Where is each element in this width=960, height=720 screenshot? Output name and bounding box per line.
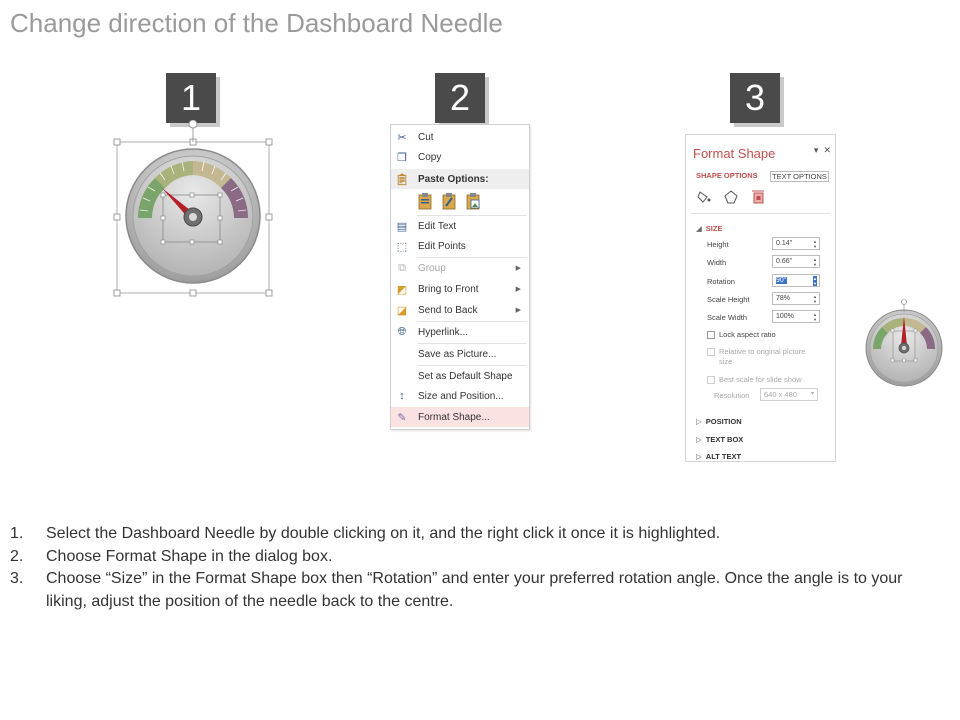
send-back-icon: ◪ xyxy=(396,304,408,317)
menu-item-group[interactable]: ⧉ Group ▶ xyxy=(391,258,529,278)
menu-item-hyperlink[interactable]: 🌐︎ Hyperlink... xyxy=(391,322,529,342)
size-position-icon: ↕ xyxy=(399,390,405,402)
rotation-handle[interactable] xyxy=(189,120,197,128)
paste-destination-theme-icon[interactable] xyxy=(439,191,459,211)
resolution-select[interactable]: 640 x 480 ▾ xyxy=(760,388,818,401)
menu-item-bring-to-front[interactable]: ◩ Bring to Front ▶ xyxy=(396,283,521,296)
section-text-box[interactable]: ▷ TEXT BOX xyxy=(696,435,744,444)
paste-picture-icon[interactable] xyxy=(463,191,483,211)
spinner-icon: ▲ ▼ xyxy=(813,294,817,304)
submenu-arrow-icon: ▶ xyxy=(515,286,521,293)
scissors-icon: ✂ xyxy=(397,131,407,144)
hyperlink-icon: 🌐︎ xyxy=(397,325,407,338)
dashboard-gauge-selected[interactable] xyxy=(110,120,280,300)
menu-item-edit-text[interactable]: ▤ Edit Text xyxy=(396,220,457,233)
lock-aspect-checkbox[interactable]: Lock aspect ratio xyxy=(707,330,776,339)
step-badge-3: 3 xyxy=(730,73,780,123)
scale-width-input[interactable]: 100% ▲ ▼ xyxy=(772,310,820,323)
paste-keep-formatting-icon[interactable] xyxy=(415,191,435,211)
spinner-icon: ▲ ▼ xyxy=(813,239,817,249)
scale-height-input[interactable]: 78% ▲ ▼ xyxy=(772,292,820,305)
instruction-item: 2. Choose Format Shape in the dialog box. xyxy=(10,547,333,565)
size-properties-icon[interactable] xyxy=(750,189,766,205)
menu-item-size-position[interactable]: ↕ Size and Position... xyxy=(391,386,529,406)
relative-original-checkbox[interactable]: Relative to original picture size xyxy=(707,347,819,367)
menu-item-copy[interactable]: ❐ Copy xyxy=(391,147,529,167)
menu-header-paste-options: 📋︎ Paste Options: xyxy=(391,169,529,189)
format-shape-icon: ✎ xyxy=(397,411,407,424)
rotation-row: Rotation 90° ▲ ▼ xyxy=(707,274,823,288)
page-title: Change direction of the Dashboard Needle xyxy=(10,8,503,38)
menu-item-format-shape[interactable]: ✎ Format Shape... xyxy=(391,407,529,427)
bring-front-icon: ◩ xyxy=(396,283,408,296)
scale-height-row: Scale Height 78% ▲ ▼ xyxy=(707,292,823,306)
section-position[interactable]: ▷ POSITION xyxy=(696,417,742,426)
width-input[interactable]: 0.66" ▲ ▼ xyxy=(772,255,820,268)
context-menu xyxy=(390,124,530,430)
spinner-icon: ▲ ▼ xyxy=(813,276,817,286)
copy-icon: ❐ xyxy=(397,151,407,164)
step-badge-1: 1 xyxy=(166,73,216,123)
step-badge-2: 2 xyxy=(435,73,485,123)
spinner-icon: ▲ ▼ xyxy=(813,257,817,267)
scale-width-row: Scale Width 100% ▲ ▼ xyxy=(707,310,823,324)
format-shape-pane xyxy=(685,134,836,462)
rotation-input[interactable]: 90° ▲ ▼ xyxy=(772,274,820,287)
best-scale-checkbox[interactable]: Best scale for slide show xyxy=(707,375,802,384)
submenu-arrow-icon: ▶ xyxy=(515,265,521,272)
menu-item-save-as-picture[interactable]: Save as Picture... xyxy=(418,348,497,360)
format-pane-title: Format Shape xyxy=(693,146,776,161)
width-row: Width 0.66" ▲ ▼ xyxy=(707,255,823,269)
divider xyxy=(691,213,830,214)
submenu-arrow-icon: ▶ xyxy=(515,307,521,314)
instruction-item: 3. Choose “Size” in the Format Shape box then “Rotation” and enter your preferred rotation angle. Once the angle is to your liking, adjust the position of the needle back to the centre. xyxy=(10,570,903,610)
instruction-item: 1. Select the Dashboard Needle by double clicking on it, and the right click it once it is highlighted. xyxy=(10,525,721,542)
effects-icon[interactable] xyxy=(723,189,739,205)
dashboard-gauge-rotated[interactable] xyxy=(860,298,950,393)
tab-text-options[interactable]: TEXT OPTIONS xyxy=(772,172,827,181)
paste-options-row xyxy=(415,191,483,215)
section-size[interactable]: ◢ SIZE xyxy=(696,224,723,233)
menu-item-send-to-back[interactable]: ◪ Send to Back ▶ xyxy=(396,304,521,317)
menu-item-set-default-shape[interactable]: Set as Default Shape xyxy=(418,370,513,382)
group-icon: ⧉ xyxy=(398,261,406,274)
height-input[interactable]: 0.14" ▲ ▼ xyxy=(772,237,820,250)
spinner-icon: ▲ ▼ xyxy=(813,312,817,322)
edit-points-icon: ⬚ xyxy=(396,240,408,253)
resolution-row: Resolution 640 x 480 ▾ xyxy=(714,391,749,400)
rotation-handle[interactable] xyxy=(902,300,907,305)
edit-text-icon: ▤ xyxy=(396,220,408,233)
tab-shape-options[interactable]: SHAPE OPTIONS xyxy=(696,171,758,180)
instructions-list xyxy=(10,523,940,613)
pane-options-dropdown-icon[interactable]: ▾ xyxy=(813,145,819,155)
clipboard-icon: 📋︎ xyxy=(395,173,409,186)
fill-line-icon[interactable] xyxy=(696,189,712,205)
menu-item-cut[interactable]: ✂ Cut xyxy=(391,127,529,147)
section-alt-text[interactable]: ▷ ALT TEXT xyxy=(696,452,742,461)
menu-item-edit-points[interactable]: ⬚ Edit Points xyxy=(396,240,466,253)
close-icon[interactable]: ✕ xyxy=(823,145,831,155)
height-row: Height 0.14" ▲ ▼ xyxy=(707,237,823,251)
